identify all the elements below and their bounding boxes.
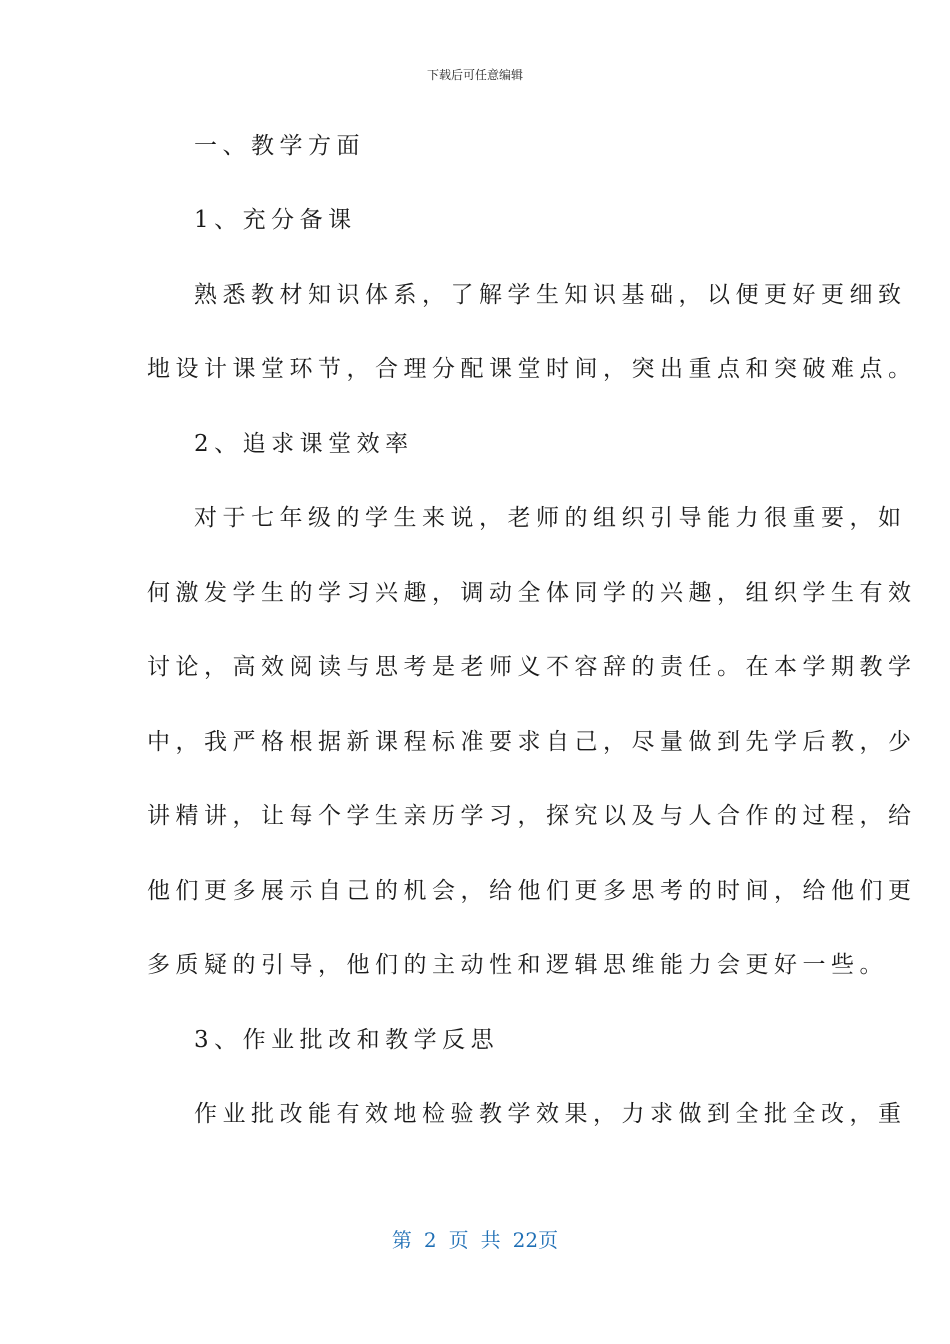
footer-total-pages: 22页 bbox=[512, 1228, 559, 1252]
paragraph-line: 作业批改能有效地检验教学效果，力求做到全批全改，重 bbox=[194, 1101, 907, 1127]
paragraph-line: 熟悉教材知识体系，了解学生知识基础，以便更好更细致 bbox=[194, 282, 907, 308]
footer-page-number: 2 bbox=[423, 1228, 437, 1252]
paragraph-line: 讨论，高效阅读与思考是老师义不容辞的责任。在本学期教学 bbox=[147, 654, 917, 680]
paragraph-line: 何激发学生的学习兴趣，调动全体同学的兴趣，组织学生有效 bbox=[147, 580, 917, 606]
subsection-heading: 1、充分备课 bbox=[194, 207, 357, 233]
paragraph-line: 地设计课堂环节，合理分配课堂时间，突出重点和突破难点。 bbox=[147, 356, 917, 382]
page-header: 下载后可任意编辑 bbox=[426, 68, 523, 82]
section-heading: 一、教学方面 bbox=[194, 133, 365, 159]
paragraph-line: 多质疑的引导，他们的主动性和逻辑思维能力会更好一些。 bbox=[147, 952, 888, 978]
footer-ye: 页 bbox=[448, 1228, 469, 1252]
paragraph-line: 讲精讲，让每个学生亲历学习，探究以及与人合作的过程，给 bbox=[147, 803, 917, 829]
footer-gong: 共 bbox=[480, 1228, 501, 1252]
subsection-heading: 2、追求课堂效率 bbox=[194, 431, 414, 457]
paragraph-line: 对于七年级的学生来说，老师的组织引导能力很重要，如 bbox=[194, 505, 907, 531]
subsection-heading: 3、作业批改和教学反思 bbox=[194, 1027, 500, 1053]
page-footer bbox=[0, 1224, 950, 1253]
footer-di: 第 bbox=[391, 1228, 412, 1252]
paragraph-line: 中，我严格根据新课程标准要求自己，尽量做到先学后教，少 bbox=[147, 729, 917, 755]
paragraph-line: 他们更多展示自己的机会，给他们更多思考的时间，给他们更 bbox=[147, 878, 917, 904]
